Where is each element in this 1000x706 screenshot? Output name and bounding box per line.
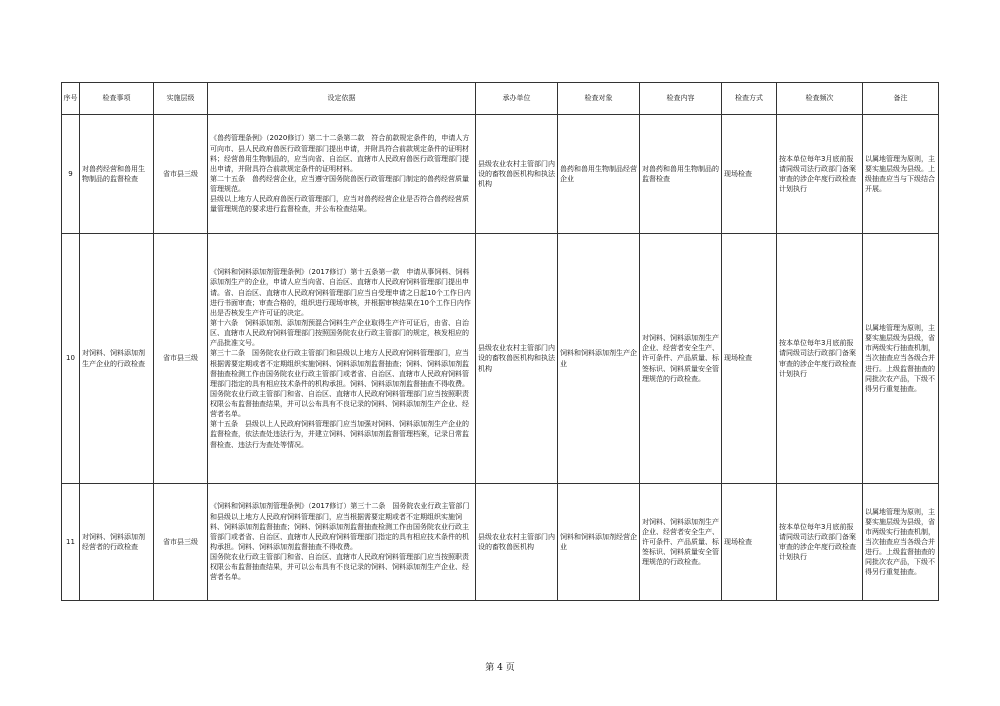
basis-paragraph: 《饲料和饲料添加剂管理条例》（2017修订）第十五条第一款 申请从事饲料、饲料添加剂生产的企业，申请人应当向省、自治区、直辖市人民政府饲料管理部门提出申请。省、自治区、直辖市人民政府饲料管理部门应当自受理申请之日起10个工作日内进行书面审查；审查合格的，组织进行现场审核，并根据审核结果在10个工作日内作出是否核发生产许可证的决定。	[210, 268, 471, 317]
table-row	[62, 234, 939, 484]
basis-paragraph: 国务院农业行政主管部门和省、自治区、直辖市人民政府饲料管理部门应当按照职责权限公布监督抽查结果，并可以公布具有不良记录的饲料、饲料添加剂生产企业、经营者名单。	[210, 389, 469, 419]
header-no: 序号	[62, 83, 80, 115]
cell-level: 省市县三级	[154, 115, 208, 234]
cell-item: 对饲料、饲料添加剂经营者的行政检查	[80, 484, 154, 601]
cell-unit: 县级农业农村主管部门内设的畜牧兽医机构	[476, 484, 558, 601]
cell-method: 现场检查	[722, 484, 777, 601]
cell-unit: 县级农业农村主管部门内设的畜牧兽医机构和执法机构	[476, 234, 558, 484]
header-method: 检查方式	[722, 83, 777, 115]
basis-paragraph: 《兽药管理条例》（2020修订）第二十二条第二款 符合前款规定条件的，申请人方可向市、县人民政府兽医行政管理部门提出申请，并附具符合前款规定条件的证明材料；经营兽用生物制品的，应当向省、自治区、直辖市人民政府兽医行政管理部门提出申请，并附具符合前款规定条件的证明材料。	[210, 134, 470, 173]
basis-paragraph: 第二十五条 兽药经营企业，应当遵守国务院兽医行政管理部门制定的兽药经营质量管理规范。	[210, 175, 469, 194]
cell-no: 10	[62, 234, 80, 484]
header-note: 备注	[863, 83, 939, 115]
cell-method: 现场检查	[722, 115, 777, 234]
basis-paragraph: 县级以上地方人民政府兽医行政管理部门，应当对兽药经营企业是否符合兽药经营质量管理规范的要求进行监督检查，并公布检查结果。	[210, 195, 469, 214]
header-frequency: 检查频次	[777, 83, 863, 115]
basis-paragraph: 第三十二条 国务院农业行政主管部门和县级以上地方人民政府饲料管理部门，应当根据需要定期或者不定期组织实施饲料、饲料添加剂监督抽查；饲料、饲料添加剂监督抽查检测工作由国务院农业行政主管部门或者省、自治区、直辖市人民政府饲料管理部门指定的具有相应技术条件的机构承担。饲料、饲料添加剂监督抽查不得收费。	[210, 349, 469, 388]
header-basis: 设定依据	[208, 83, 476, 115]
header-item: 检查事项	[80, 83, 154, 115]
table-row	[62, 115, 939, 234]
cell-note: 以属地管理为原则，主要实施层级为县级。上级抽查应当与下级结合开展。	[863, 115, 939, 234]
header-level: 实施层级	[154, 83, 208, 115]
cell-content: 对饲料、饲料添加剂生产企业、经营者安全生产、许可条件、产品质量、标签标识、饲料质量安全管理规范的行政检查。	[640, 234, 722, 484]
basis-paragraph: 国务院农业行政主管部门和省、自治区、直辖市人民政府饲料管理部门应当按照职责权限公布监督抽查结果，并可以公布具有不良记录的饲料、饲料添加剂生产企业、经营者名单。	[210, 553, 469, 582]
cell-method: 现场检查	[722, 234, 777, 484]
cell-no: 11	[62, 484, 80, 601]
cell-note: 以属地管理为原则，主要实施层级为县级，省市两级实行抽查机制，当次抽查应当各级合并进行。上级监督抽查的同批次农产品，下级不得另行重复抽查。	[863, 234, 939, 484]
cell-target: 兽药和兽用生物制品经营企业	[558, 115, 640, 234]
cell-target: 饲料和饲料添加剂经营企业	[558, 484, 640, 601]
basis-paragraph: 第十六条 饲料添加剂、添加剂预混合饲料生产企业取得生产许可证后，由省、自治区、直辖市人民政府饲料管理部门按照国务院农业行政主管部门的规定，核发相应的产品批准文号。	[210, 318, 469, 348]
cell-level: 省市县三级	[154, 484, 208, 601]
cell-basis	[208, 484, 476, 601]
cell-item: 对饲料、饲料添加剂生产企业的行政检查	[80, 234, 154, 484]
inspection-table	[61, 82, 939, 601]
page-number: 第 4 页	[485, 663, 515, 673]
cell-frequency: 按本单位每年3月底前报请同级司法行政部门备案审查的涉企年度行政检查计划执行	[777, 115, 863, 234]
header-content: 检查内容	[640, 83, 722, 115]
cell-frequency: 按本单位每年3月底前报请同级司法行政部门备案审查的涉企年度行政检查计划执行	[777, 484, 863, 601]
cell-note: 以属地管理为原则，主要实施层级为县级，省市两级实行抽查机制，当次抽查应当各级合并进行。上级监督抽查的同批次农产品，下级不得另行重复抽查。	[863, 484, 939, 601]
header-target: 检查对象	[558, 83, 640, 115]
cell-target: 饲料和饲料添加剂生产企业	[558, 234, 640, 484]
cell-basis	[208, 234, 476, 484]
cell-content: 对饲料、饲料添加剂生产企业、经营者安全生产、许可条件、产品质量、标签标识、饲料质量安全管理规范的行政检查。	[640, 484, 722, 601]
cell-level: 省市县三级	[154, 234, 208, 484]
header-unit: 承办单位	[476, 83, 558, 115]
cell-content: 对兽药和兽用生物制品的监督检查	[640, 115, 722, 234]
basis-paragraph: 《饲料和饲料添加剂管理条例》（2017修订）第三十二条 国务院农业行政主管部门和县级以上地方人民政府饲料管理部门，应当根据需要定期或者不定期组织实施饲料、饲料添加剂监督抽查；饲料、饲料添加剂监督抽查检测工作由国务院农业行政主管部门或者省、自治区、直辖市人民政府饲料管理部门指定的具有相应技术条件的机构承担。饲料、饲料添加剂监督抽查不得收费。	[210, 502, 470, 551]
cell-frequency: 按本单位每年3月底前报请同级司法行政部门备案审查的涉企年度行政检查计划执行	[777, 234, 863, 484]
cell-item: 对兽药经营和兽用生物制品的监督检查	[80, 115, 154, 234]
cell-basis	[208, 115, 476, 234]
cell-unit: 县级农业农村主管部门内设的畜牧兽医机构和执法机构	[476, 115, 558, 234]
table-row	[62, 484, 939, 601]
basis-paragraph: 第十五条 县级以上人民政府饲料管理部门应当加强对饲料、饲料添加剂生产企业的监督检查，依法查处违法行为，并建立饲料、饲料添加剂监督管理档案，记录日常监督检查、违法行为查处等情况。	[210, 420, 469, 449]
cell-no: 9	[62, 115, 80, 234]
table-header-row	[62, 83, 939, 115]
